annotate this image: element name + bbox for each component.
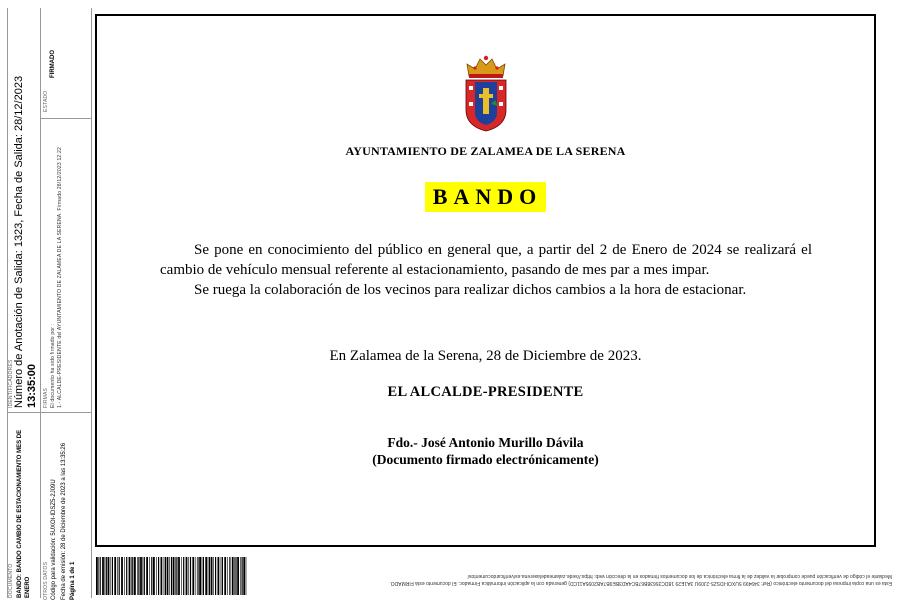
strip-divider	[91, 8, 92, 598]
barcode-bar	[229, 557, 230, 595]
barcode-bar	[108, 557, 110, 595]
barcode-bar	[209, 557, 210, 595]
barcode-bar	[213, 557, 214, 595]
barcode-bar	[246, 557, 247, 595]
strip-divider	[40, 118, 92, 119]
barcode-bar	[215, 557, 216, 595]
barcode-bar	[129, 557, 131, 595]
signature-block	[97, 434, 874, 468]
barcode-bar	[138, 557, 139, 595]
firmas-line1: El documento ha sido firmado por :	[50, 323, 56, 408]
barcode-bar	[171, 557, 172, 595]
barcode-bar	[112, 557, 113, 595]
barcode-bar	[237, 557, 239, 595]
estado-label: ESTADO	[43, 90, 49, 112]
barcode-bar	[132, 557, 133, 595]
estado-value: FIRMADO	[50, 50, 56, 78]
barcode-bar	[186, 557, 188, 595]
barcode-bar	[153, 557, 155, 595]
barcode-bar	[134, 557, 136, 595]
barcode-bar	[131, 557, 132, 595]
documento-value: BANDO: BANDO CAMBIO DE ESTACIONAMIENTO MES DE ENERO	[17, 429, 31, 598]
barcode-bar	[137, 557, 138, 595]
strip-divider	[40, 8, 41, 598]
barcode-bar	[98, 557, 99, 595]
signer-role: EL ALCALDE-PRESIDENTE	[387, 384, 584, 400]
signature-note: (Documento firmado electrónicamente)	[372, 452, 599, 467]
barcode-bar	[203, 557, 204, 595]
barcode-bar	[169, 557, 170, 595]
otros-datos-label: OTROS DATOS	[43, 561, 49, 600]
title-wrapper	[97, 182, 874, 212]
barcode-bar	[208, 557, 209, 595]
barcode-bar	[183, 557, 184, 595]
barcode-bar	[143, 557, 144, 595]
pagina: Página 1 de 1	[70, 561, 76, 600]
codigo-validacion: Código para validación: 5UXOI-IDSZ5-2J09U	[51, 479, 57, 600]
strip-divider	[7, 8, 8, 598]
barcode-bar	[156, 557, 157, 595]
barcode-bar	[178, 557, 180, 595]
barcode-bar	[221, 557, 222, 595]
barcode-bar	[96, 557, 98, 595]
place-date: En Zalamea de la Serena, 28 de Diciembre de 2023.	[329, 348, 642, 364]
barcode-bar	[140, 557, 142, 595]
body-paragraph: Se ruega la colaboración de los vecinos para realizar dichos cambios a la hora de estacionar.	[194, 282, 747, 298]
barcode-bar	[167, 557, 169, 595]
document-title: BANDO	[425, 182, 546, 212]
barcode-bar	[224, 557, 226, 595]
strip-divider	[7, 412, 92, 413]
barcode-bar	[240, 557, 241, 595]
signer-name: Fdo.- José Antonio Murillo Dávila	[387, 435, 584, 450]
barcode-bar	[100, 557, 101, 595]
barcode-bar	[197, 557, 198, 595]
organization-name: AYUNTAMIENTO DE ZALAMEA DE LA SERENA	[345, 144, 626, 158]
barcode-bar	[188, 557, 189, 595]
barcode-bar	[119, 557, 120, 595]
barcode-bar	[175, 557, 176, 595]
identificadores-label: IDENTIFICADORES	[8, 359, 14, 408]
validation-strip	[0, 0, 92, 606]
barcode-bar	[218, 557, 220, 595]
barcode-bar	[202, 557, 203, 595]
barcode-bar	[222, 557, 223, 595]
barcode-bar	[117, 557, 118, 595]
barcode-bar	[110, 557, 111, 595]
registro-line2: 13:35:00	[26, 363, 38, 408]
barcode-bar	[205, 557, 207, 595]
barcode-bar	[190, 557, 191, 595]
barcode-bar	[124, 557, 125, 595]
barcode-bar	[106, 557, 107, 595]
barcode-bar	[146, 557, 148, 595]
footer-copy-note: Esta es una copia impresa del documento electrónico (Ref: 349499 5UXOI-IDSZ5-2J09U 3A1E29 18DC35638B67BC4AD3BE9B7AB2095A11CD) generada con la aplicación informática Firmadoc. El documento está FIRMADO.	[389, 580, 892, 586]
barcode-bar	[181, 557, 182, 595]
barcode-bar	[234, 557, 235, 595]
document-frame	[95, 14, 876, 547]
barcode-bar	[211, 557, 213, 595]
barcode-bar	[121, 557, 123, 595]
barcode-bar	[114, 557, 116, 595]
barcode-bar	[176, 557, 177, 595]
coat-of-arms-icon	[461, 52, 511, 132]
barcode-bar	[158, 557, 159, 595]
barcode-bar	[243, 557, 245, 595]
barcode-bar	[173, 557, 175, 595]
barcode-bar	[196, 557, 197, 595]
barcode-bar	[199, 557, 201, 595]
documento-label: DOCUMENTO	[8, 563, 14, 598]
barcode-bar	[242, 557, 243, 595]
barcode-bar	[232, 557, 234, 595]
barcode-bar	[151, 557, 152, 595]
document-body	[160, 240, 812, 300]
barcode-bar	[105, 557, 106, 595]
registro-line1: Número de Anotación de Salida: 1323, Fecha de Salida: 28/12/2023	[13, 75, 25, 408]
barcode-bar	[235, 557, 236, 595]
footer-verification: Mediante el código de verificación puede comprobar la validez de la firma electrónica de los documentos firmados en la dirección web: https://sede.zalameadelaserena.es/verificardocumentos/	[467, 573, 892, 579]
fecha-emision: Fecha de emisión: 28 de Diciembre de 2023 a las 13:35:26	[61, 442, 67, 600]
firmas-line2: 1.- ALCALDE-PRESIDENTE del AYUNTAMIENTO DE ZALAMEA DE LA SERENA. Firmado 28/12/2023 12:22	[57, 147, 63, 408]
barcode-bar	[126, 557, 127, 595]
barcode-icon	[96, 557, 248, 595]
barcode-bar	[164, 557, 165, 595]
barcode-bar	[144, 557, 145, 595]
barcode-bar	[227, 557, 228, 595]
barcode-bar	[165, 557, 166, 595]
firmas-label: FIRMAS	[43, 387, 49, 408]
body-paragraph: Se pone en conocimiento del público en general que, a partir del 2 de Enero de 2024 se realizará el cambio de vehículo mensual referente al estacionamiento, pasando de mes par a mes impar.	[160, 242, 812, 278]
barcode-bar	[149, 557, 150, 595]
barcode-bar	[161, 557, 163, 595]
barcode-bar	[102, 557, 104, 595]
barcode-bar	[192, 557, 194, 595]
